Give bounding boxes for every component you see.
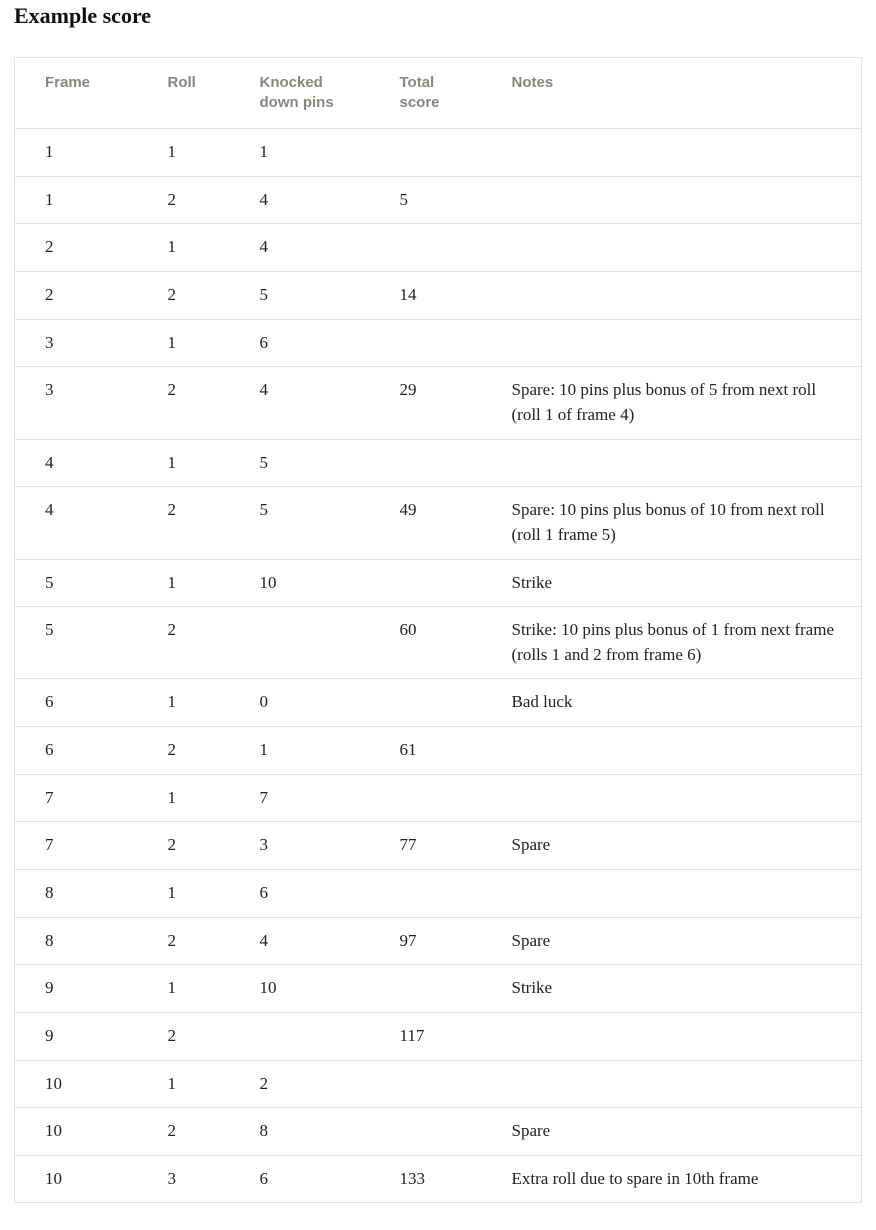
cell-total: [370, 129, 482, 177]
cell-frame: 9: [15, 965, 138, 1013]
cell-pins: 2: [230, 1060, 370, 1108]
cell-total: [370, 774, 482, 822]
cell-frame: 10: [15, 1108, 138, 1156]
table-row: [15, 679, 862, 727]
cell-roll: 2: [138, 487, 230, 559]
cell-roll: 2: [138, 1108, 230, 1156]
cell-frame: 10: [45, 1168, 62, 1188]
cell-pins: 6: [230, 319, 370, 367]
cell-frame: 1: [15, 176, 138, 224]
cell-pins: 7: [230, 774, 370, 822]
cell-pins: 10: [230, 965, 370, 1013]
cell-roll: 1: [138, 869, 230, 917]
cell-roll: 2: [138, 822, 230, 870]
cell-pins: 4: [230, 176, 370, 224]
cell-notes: Bad luck: [482, 679, 862, 727]
cell-pins: 4: [230, 917, 370, 965]
cell-total: 61: [370, 727, 482, 775]
cell-notes: [482, 176, 862, 224]
cell-pins: 1: [230, 129, 370, 177]
cell-roll: 2: [138, 367, 230, 439]
cell-notes: [482, 439, 862, 487]
cell-notes: [482, 1012, 862, 1060]
score-table-body: [15, 129, 862, 1203]
cell-notes: [482, 319, 862, 367]
cell-notes: Spare: [482, 1108, 862, 1156]
cell-notes: [482, 129, 862, 177]
column-header-notes: Notes: [482, 57, 862, 129]
cell-frame: 8: [15, 917, 138, 965]
cell-notes: Spare: [482, 917, 862, 965]
cell-pins: [230, 1012, 370, 1060]
table-row: [15, 559, 862, 607]
cell-frame: 5: [15, 607, 138, 679]
cell-total: 117: [370, 1012, 482, 1060]
table-row: [15, 1012, 862, 1060]
cell-total: [370, 319, 482, 367]
table-row: [15, 822, 862, 870]
cell-pins: 5: [230, 487, 370, 559]
cell-notes: [482, 869, 862, 917]
cell-frame: 2: [15, 224, 138, 272]
cell-notes: Strike: [482, 965, 862, 1013]
cell-notes: Spare: 10 pins plus bonus of 10 from next roll (roll 1 frame 5): [482, 487, 862, 559]
table-header-row: [15, 57, 862, 129]
cell-notes: [482, 727, 862, 775]
cell-total: 77: [370, 822, 482, 870]
cell-roll: 1: [138, 965, 230, 1013]
cell-roll: 1: [138, 679, 230, 727]
cell-pins: 4: [230, 367, 370, 439]
cell-pins: 1: [230, 727, 370, 775]
table-row: [15, 727, 862, 775]
cell-frame: 2: [15, 272, 138, 320]
cell-total: [370, 965, 482, 1013]
cell-roll: 1: [138, 559, 230, 607]
table-row: [15, 965, 862, 1013]
cell-pins: 4: [230, 224, 370, 272]
cell-frame: 7: [15, 774, 138, 822]
cell-roll: 2: [138, 727, 230, 775]
score-table-head: [15, 57, 862, 129]
cell-total: 49: [370, 487, 482, 559]
cell-frame: 6: [15, 679, 138, 727]
cell-frame: 4: [15, 487, 138, 559]
cell-roll: 1: [138, 319, 230, 367]
cell-total: [370, 869, 482, 917]
cell-notes: Extra roll due to spare in 10th frame: [511, 1168, 759, 1188]
table-row: [15, 176, 862, 224]
cell-frame: 9: [15, 1012, 138, 1060]
cell-frame: 6: [15, 727, 138, 775]
score-table: [14, 57, 862, 1204]
table-row: [15, 129, 862, 177]
column-header-frame: Frame: [15, 57, 138, 129]
cell-roll: 1: [138, 1060, 230, 1108]
column-header-roll: Roll: [138, 57, 230, 129]
cell-notes: [482, 272, 862, 320]
cell-roll: 3: [167, 1168, 176, 1188]
cell-roll: 1: [138, 774, 230, 822]
cell-roll: 2: [138, 272, 230, 320]
cell-notes: Strike: [482, 559, 862, 607]
table-row: [15, 367, 862, 439]
cell-frame: 8: [15, 869, 138, 917]
cell-pins: 5: [230, 439, 370, 487]
cell-total: [370, 1060, 482, 1108]
table-row: [15, 224, 862, 272]
cell-pins: 5: [230, 272, 370, 320]
table-row: [15, 1108, 862, 1156]
table-row: [15, 319, 862, 367]
cell-frame: 4: [15, 439, 138, 487]
table-row: [15, 1060, 862, 1108]
cell-frame: 5: [15, 559, 138, 607]
cell-pins: [230, 607, 370, 679]
table-row: [15, 774, 862, 822]
table-row: [15, 439, 862, 487]
table-row: [15, 869, 862, 917]
cell-roll: 2: [138, 917, 230, 965]
cell-pins: 8: [230, 1108, 370, 1156]
cell-total: [370, 1108, 482, 1156]
cell-roll: 1: [138, 439, 230, 487]
cell-total: 97: [370, 917, 482, 965]
cell-notes: [482, 774, 862, 822]
cell-notes: Spare: 10 pins plus bonus of 5 from next roll (roll 1 of frame 4): [482, 367, 862, 439]
table-row: [15, 1155, 862, 1203]
cell-roll: 1: [138, 224, 230, 272]
cell-notes: [482, 224, 862, 272]
cell-frame: 7: [15, 822, 138, 870]
cell-total: 5: [370, 176, 482, 224]
cell-pins: 0: [230, 679, 370, 727]
cell-total: [370, 559, 482, 607]
cell-roll: 2: [138, 176, 230, 224]
table-row: [15, 917, 862, 965]
table-row: [15, 607, 862, 679]
cell-total: [370, 439, 482, 487]
cell-total: 133: [399, 1168, 425, 1188]
cell-notes: Strike: 10 pins plus bonus of 1 from next frame (rolls 1 and 2 from frame 6): [482, 607, 862, 679]
table-row: [15, 487, 862, 559]
cell-total: [370, 224, 482, 272]
cell-frame: 10: [15, 1060, 138, 1108]
cell-total: 60: [370, 607, 482, 679]
cell-notes: [482, 1060, 862, 1108]
table-row: [15, 272, 862, 320]
cell-roll: 2: [138, 1012, 230, 1060]
cell-frame: 3: [15, 367, 138, 439]
cell-total: 14: [370, 272, 482, 320]
cell-pins: 6: [259, 1168, 268, 1188]
column-header-total: Total score: [370, 57, 482, 129]
cell-pins: 10: [230, 559, 370, 607]
cell-roll: 1: [138, 129, 230, 177]
cell-notes: Spare: [482, 822, 862, 870]
page-title: Example score: [14, 3, 152, 28]
cell-pins: 6: [230, 869, 370, 917]
cell-frame: 3: [15, 319, 138, 367]
cell-total: 29: [370, 367, 482, 439]
cell-total: [370, 679, 482, 727]
column-header-pins: Knocked down pins: [230, 57, 370, 129]
cell-frame: 1: [15, 129, 138, 177]
cell-roll: 2: [138, 607, 230, 679]
cell-pins: 3: [230, 822, 370, 870]
